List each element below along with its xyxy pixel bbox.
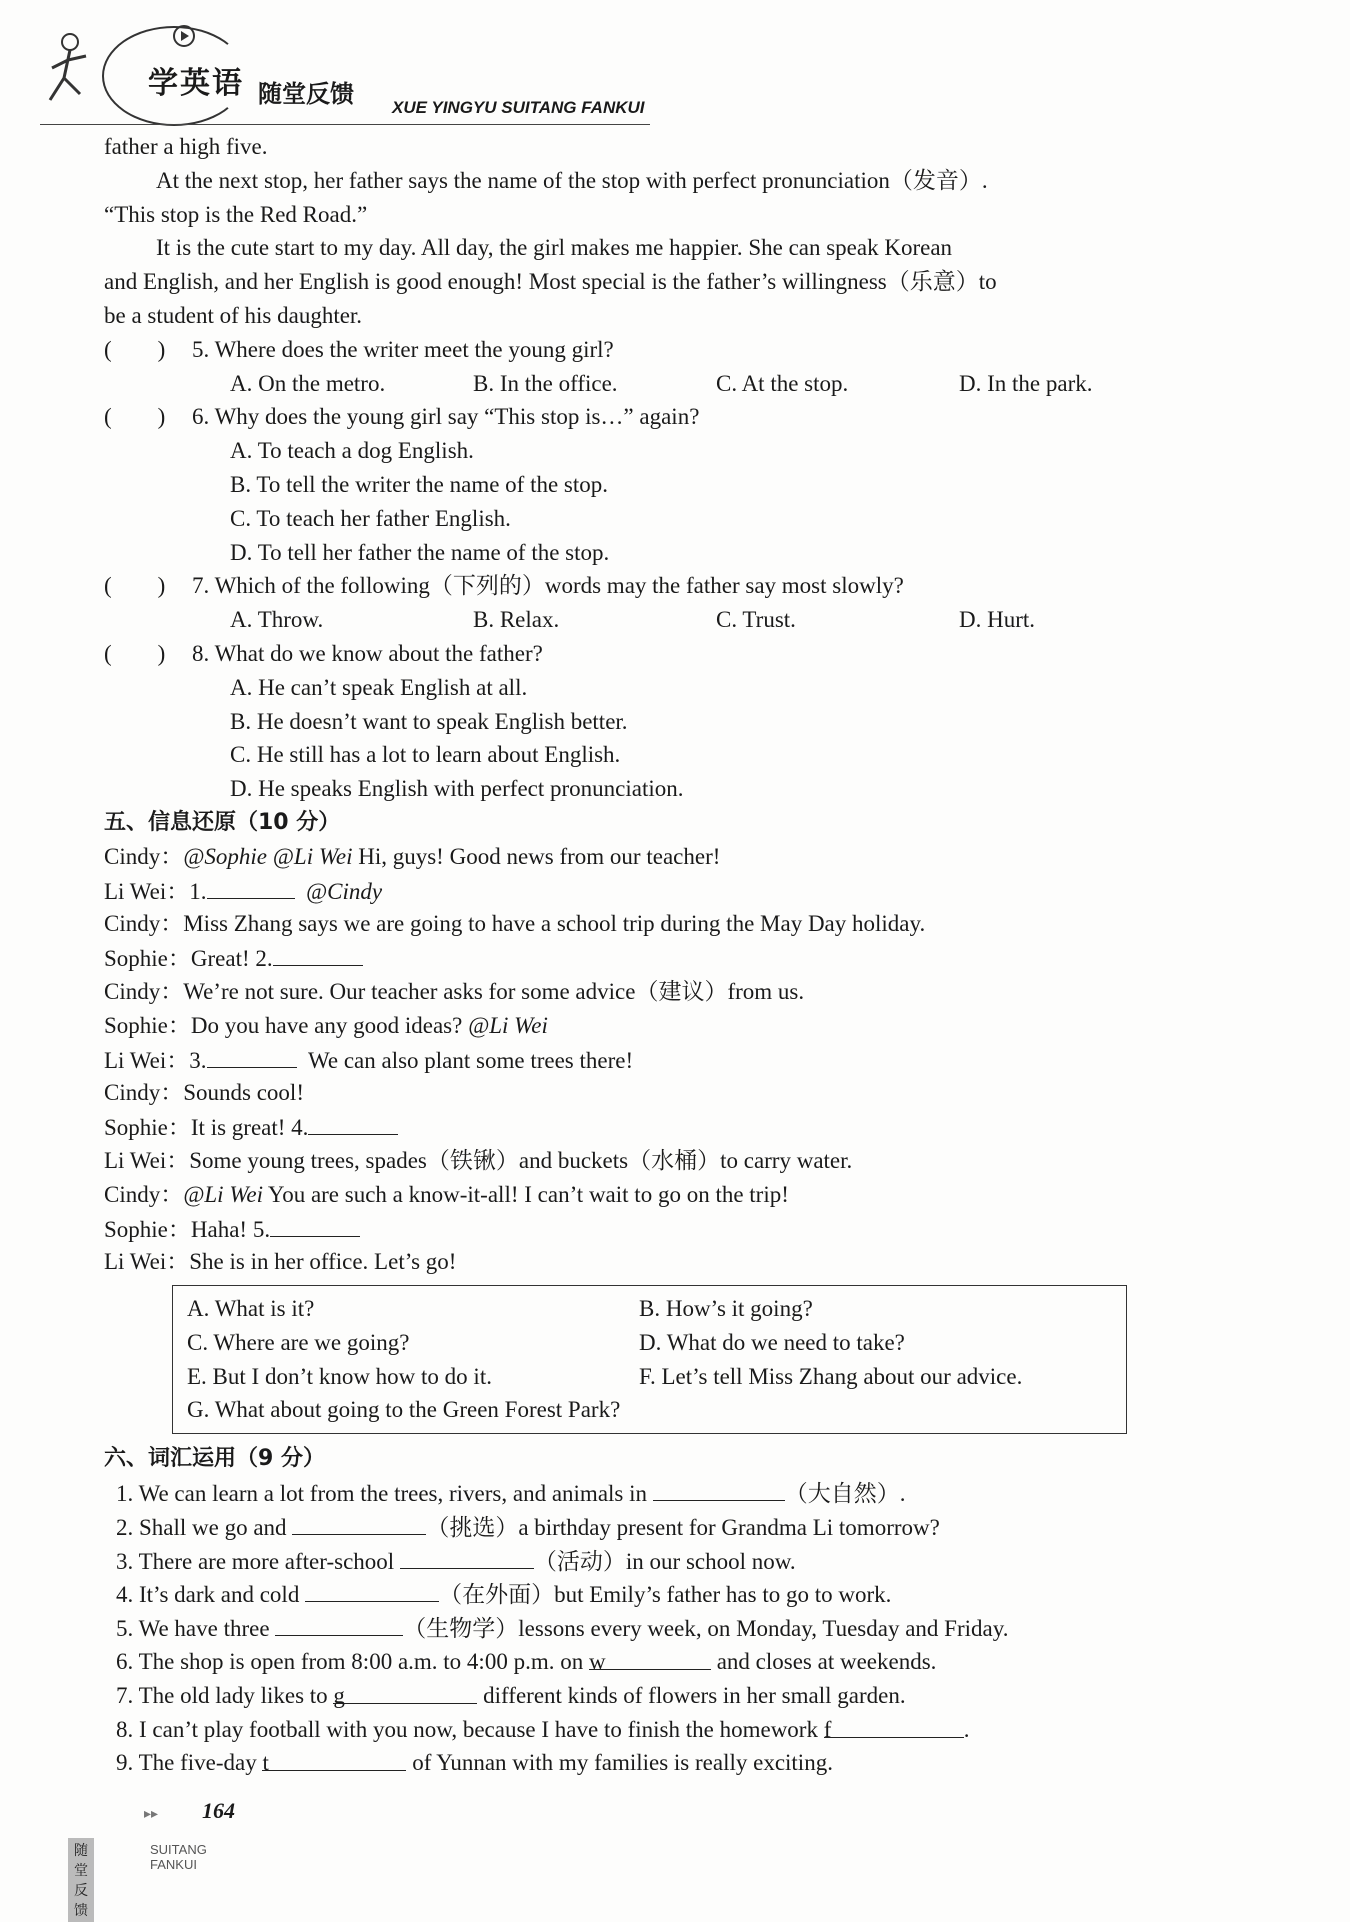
answer-blank[interactable] bbox=[273, 941, 363, 966]
dialogue-line bbox=[104, 1076, 1214, 1110]
dialogue-line bbox=[104, 1043, 1214, 1077]
item-text: 2. Shall we go and bbox=[116, 1514, 293, 1540]
page-header bbox=[40, 18, 660, 128]
dialogue-text: Hi, guys! Good news from our teacher! bbox=[352, 843, 721, 869]
choice: D. What do we need to take? bbox=[639, 1329, 905, 1355]
blank-number: 2. bbox=[255, 946, 273, 972]
dialogue-line bbox=[104, 1178, 1214, 1212]
runner-logo-icon bbox=[40, 28, 100, 128]
choice: E. But I don’t know how to do it. bbox=[187, 1363, 492, 1389]
vocab-item-6 bbox=[104, 1645, 1214, 1679]
option: A. On the metro. bbox=[230, 370, 386, 396]
passage-line: “This stop is the Red Road.” bbox=[104, 201, 368, 227]
option: C. Trust. bbox=[716, 607, 796, 633]
speaker: Sophie： bbox=[104, 946, 191, 972]
blank-number: 4. bbox=[291, 1115, 309, 1141]
answer-paren[interactable]: ( ) bbox=[104, 573, 166, 599]
play-icon bbox=[172, 24, 196, 48]
answer-blank[interactable] bbox=[207, 874, 295, 899]
option: A. Throw. bbox=[230, 607, 324, 633]
speaker: Sophie： bbox=[104, 1012, 191, 1038]
vocab-item-5 bbox=[104, 1611, 1214, 1645]
question-5-options bbox=[104, 367, 1214, 401]
item-text: of Yunnan with my families is really exciting. bbox=[406, 1750, 833, 1776]
dialogue-text: You are such a know-it-all! I can’t wait to go on the trip! bbox=[262, 1181, 789, 1207]
dialogue-line bbox=[104, 1009, 1214, 1043]
vocab-item-7 bbox=[104, 1679, 1214, 1713]
blank-number: 5. bbox=[252, 1216, 271, 1242]
speaker: Sophie： bbox=[104, 1216, 191, 1242]
option: D. He speaks English with perfect pronunciation. bbox=[230, 776, 684, 802]
blank-letter: t bbox=[262, 1750, 269, 1776]
speaker: Sophie： bbox=[104, 1115, 191, 1141]
speaker: Cindy： bbox=[104, 843, 184, 869]
item-text: 9. The five-day bbox=[116, 1750, 263, 1776]
item-text: 7. The old lady likes to bbox=[116, 1682, 334, 1708]
section-6-title: 六、词汇运用（9 分） bbox=[104, 1446, 325, 1472]
brand-pinyin: XUE YINGYU SUITANG FANKUI bbox=[392, 98, 645, 117]
dialogue-line bbox=[104, 941, 1214, 975]
dialogue-line bbox=[104, 1212, 1214, 1246]
dialogue-line bbox=[104, 840, 1214, 874]
dialogue-line bbox=[104, 1110, 1214, 1144]
section-5-title: 五、信息还原（10 分） bbox=[104, 809, 341, 835]
answer-blank[interactable] bbox=[588, 1645, 711, 1675]
answer-blank[interactable] bbox=[262, 1746, 406, 1776]
dialogue-text: Haha! bbox=[190, 1216, 253, 1242]
option: A. To teach a dog English. bbox=[230, 438, 474, 464]
page-content bbox=[104, 130, 1214, 1780]
item-text: 3. There are more after-school bbox=[116, 1548, 400, 1574]
choice: A. What is it? bbox=[187, 1296, 315, 1322]
option: D. To tell her father the name of the stop. bbox=[230, 539, 610, 565]
brand-subtitle: 随堂反馈 bbox=[258, 80, 354, 108]
question-8 bbox=[104, 637, 1214, 671]
speaker: Cindy： bbox=[104, 1181, 184, 1207]
dialogue-text: Sounds cool! bbox=[183, 1080, 304, 1106]
choices-row bbox=[187, 1360, 1126, 1394]
speaker: Li Wei： bbox=[104, 1249, 190, 1275]
item-text: different kinds of flowers in her small garden. bbox=[477, 1682, 906, 1708]
question-7 bbox=[104, 569, 1214, 603]
option: B. In the office. bbox=[473, 370, 618, 396]
dialogue-text: Miss Zhang says we are going to have a school trip during the May Day holiday. bbox=[183, 911, 926, 937]
footer-tag: 随堂反馈 bbox=[68, 1838, 94, 1922]
answer-blank[interactable] bbox=[292, 1510, 426, 1535]
speaker: Cindy： bbox=[104, 978, 184, 1004]
answer-blank[interactable] bbox=[823, 1713, 964, 1742]
question-stem: 5. Where does the writer meet the young girl? bbox=[192, 336, 614, 362]
passage-line: be a student of his daughter. bbox=[104, 302, 363, 328]
answer-blank[interactable] bbox=[270, 1212, 360, 1237]
question-6 bbox=[104, 400, 1214, 434]
option: D. Hurt. bbox=[959, 607, 1036, 633]
item-text: 4. It’s dark and cold bbox=[116, 1582, 306, 1608]
blank-letter: g bbox=[333, 1682, 345, 1708]
option: B. He doesn’t want to speak English better. bbox=[230, 708, 628, 734]
item-text: 6. The shop is open from 8:00 a.m. to 4:00 p.m. on bbox=[116, 1649, 589, 1675]
dialogue-text: It is great! bbox=[190, 1115, 292, 1141]
vocab-item-8 bbox=[104, 1713, 1214, 1747]
dialogue-text: We can also plant some trees there! bbox=[308, 1047, 634, 1073]
dialogue-text: She is in her office. Let’s go! bbox=[189, 1249, 457, 1275]
arrow-icon: ▸▸ bbox=[144, 1807, 159, 1822]
item-hint: （挑选）a birthday present for Grandma Li tomorrow? bbox=[426, 1514, 940, 1540]
speaker: Li Wei： bbox=[104, 878, 190, 904]
footer-tag-pinyin: SUITANG FANKUI bbox=[150, 1842, 207, 1872]
mention: @Cindy bbox=[306, 878, 383, 904]
item-hint: （生物学）lessons every week, on Monday, Tuesday and Friday. bbox=[403, 1616, 1009, 1642]
question-stem: 6. Why does the young girl say “This stop is…” again? bbox=[192, 404, 700, 430]
question-stem: 8. What do we know about the father? bbox=[192, 640, 543, 666]
answer-blank[interactable] bbox=[333, 1679, 477, 1708]
mention: @Li Wei bbox=[183, 1181, 263, 1207]
brand-title: 学英语 bbox=[148, 66, 244, 101]
vocab-item-9 bbox=[104, 1746, 1214, 1780]
item-hint: （活动）in our school now. bbox=[533, 1548, 796, 1574]
dialogue-line bbox=[104, 975, 1214, 1009]
question-7-options bbox=[104, 603, 1214, 637]
header-rule bbox=[40, 124, 650, 125]
blank-number: 3. bbox=[189, 1047, 207, 1073]
blank-number: 1. bbox=[189, 878, 207, 904]
choice: G. What about going to the Green Forest Park? bbox=[187, 1397, 621, 1423]
choices-box bbox=[172, 1285, 1127, 1434]
dialogue-line bbox=[104, 1144, 1214, 1178]
dialogue-text: Do you have any good ideas? bbox=[190, 1012, 469, 1038]
passage-line: It is the cute start to my day. All day, the girl makes me happier. She can speak Korean bbox=[156, 235, 953, 261]
answer-paren[interactable]: ( ) bbox=[104, 404, 166, 430]
item-hint: （在外面）but Emily’s father has to go to work. bbox=[439, 1582, 892, 1608]
item-text: 5. We have three bbox=[116, 1616, 276, 1642]
speaker: Cindy： bbox=[104, 911, 184, 937]
item-hint: （大自然）. bbox=[784, 1481, 906, 1507]
option: B. Relax. bbox=[473, 607, 560, 633]
dialogue-text: Great! bbox=[190, 946, 256, 972]
answer-paren[interactable]: ( ) bbox=[104, 640, 166, 666]
dialogue-text: Some young trees, spades（铁锹）and buckets（水桶）to carry water. bbox=[189, 1147, 853, 1173]
option: A. He can’t speak English at all. bbox=[230, 674, 528, 700]
page-number: 164 bbox=[202, 1798, 235, 1823]
blank-letter: f bbox=[823, 1716, 832, 1742]
question-5 bbox=[104, 333, 1214, 367]
answer-paren[interactable]: ( ) bbox=[104, 336, 166, 362]
answer-blank[interactable] bbox=[400, 1544, 534, 1569]
choice: C. Where are we going? bbox=[187, 1329, 410, 1355]
mention: @Sophie @Li Wei bbox=[183, 843, 353, 869]
choices-row bbox=[187, 1292, 1126, 1326]
choices-row bbox=[187, 1393, 1126, 1427]
option: D. In the park. bbox=[959, 370, 1093, 396]
passage-line: and English, and her English is good enough! Most special is the father’s willingness（乐意）to bbox=[104, 269, 997, 295]
speaker: Li Wei： bbox=[104, 1047, 190, 1073]
dialogue-line bbox=[104, 874, 1214, 908]
option: C. At the stop. bbox=[716, 370, 849, 396]
vocab-item-4 bbox=[104, 1577, 1214, 1611]
dialogue-line bbox=[104, 1245, 1214, 1279]
vocab-item-3 bbox=[104, 1544, 1214, 1578]
item-text: and closes at weekends. bbox=[710, 1649, 937, 1675]
vocab-item-2 bbox=[104, 1510, 1214, 1544]
choice: B. How’s it going? bbox=[639, 1296, 813, 1322]
passage-line: At the next stop, her father says the name of the stop with perfect pronunciation（发音）. bbox=[156, 167, 988, 193]
item-text: 8. I can’t play football with you now, because I have to finish the homework bbox=[116, 1716, 824, 1742]
answer-blank[interactable] bbox=[308, 1110, 398, 1135]
question-stem: 7. Which of the following（下列的）words may the father say most slowly? bbox=[192, 573, 904, 599]
choice: F. Let’s tell Miss Zhang about our advice. bbox=[639, 1363, 1023, 1389]
mention: @Li Wei bbox=[468, 1012, 548, 1038]
answer-blank[interactable] bbox=[653, 1476, 785, 1501]
passage-line: father a high five. bbox=[104, 134, 268, 159]
blank-letter: w bbox=[588, 1649, 606, 1675]
option: C. He still has a lot to learn about English. bbox=[230, 742, 621, 768]
vocab-item-1 bbox=[104, 1476, 1214, 1510]
option: B. To tell the writer the name of the stop. bbox=[230, 471, 609, 497]
item-text: 1. We can learn a lot from the trees, rivers, and animals in bbox=[116, 1481, 653, 1507]
answer-blank[interactable] bbox=[275, 1611, 403, 1636]
speaker: Li Wei： bbox=[104, 1147, 190, 1173]
choices-row bbox=[187, 1326, 1126, 1360]
option: C. To teach her father English. bbox=[230, 505, 511, 531]
item-text: . bbox=[963, 1716, 970, 1742]
speaker: Cindy： bbox=[104, 1080, 184, 1106]
dialogue-text: We’re not sure. Our teacher asks for some advice（建议）from us. bbox=[183, 978, 805, 1004]
answer-blank[interactable] bbox=[305, 1577, 439, 1602]
answer-blank[interactable] bbox=[207, 1043, 297, 1068]
dialogue-line bbox=[104, 907, 1214, 941]
